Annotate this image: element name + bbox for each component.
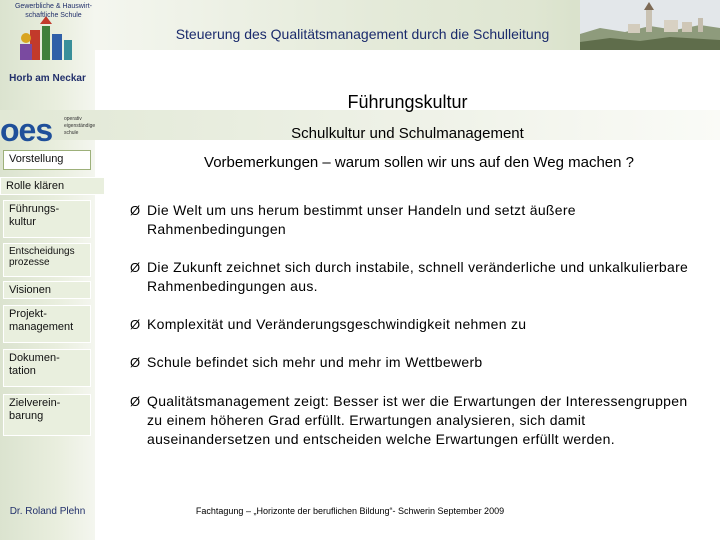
bullet-item [130, 258, 700, 298]
bullet-text: Qualitätsmanagement zeigt: Besser ist wer die Erwartungen der Interessengruppen zu einem höheren Grad erfüllt. Erwartungen analysieren, sich damit auseinandersetzen und entscheiden welche Erwartungen erfüllt werden. [147, 393, 688, 447]
city-name: Horb am Neckar [9, 73, 86, 84]
nav-item-entscheidungsprozesse[interactable] [3, 243, 91, 277]
oes-sub-2: eigenständige [64, 123, 96, 129]
nav-item-label: Rolle klären [6, 180, 65, 192]
bullet-arrow-icon: Ø [130, 260, 141, 275]
nav-item-label: Vorstellung [9, 153, 64, 165]
bullet-text: Die Welt um uns herum bestimmt unser Handeln und setzt äußere Rahmenbedingungen [147, 202, 576, 237]
bullet-item [130, 353, 700, 373]
bullet-arrow-icon: Ø [130, 394, 141, 409]
oes-sub-1: operativ [64, 116, 82, 122]
footer-event: Fachtagung – „Horizonte der beruflichen Bildung“- Schwerin September 2009 [195, 506, 505, 516]
bullet-arrow-icon: Ø [130, 355, 141, 370]
bullet-arrow-icon: Ø [130, 317, 141, 332]
footer-author: Dr. Roland Plehn [9, 506, 86, 517]
nav-item-label: Projekt-management [9, 308, 74, 333]
sub-heading: Schulkultur und Schulmanagement [291, 125, 524, 142]
nav-item-fuehrungskultur[interactable] [3, 200, 91, 238]
nav-item-label: Führungs-kultur [9, 203, 60, 228]
school-name-line1: Gewerbliche & Hauswirt- [14, 3, 93, 10]
school-name-line2: schaftliche Schule [25, 12, 82, 19]
nav-item-label: Entscheidungs prozesse [9, 246, 75, 268]
bullet-item [130, 315, 700, 335]
nav-item-rolle-klaeren[interactable] [0, 177, 105, 195]
section-heading: Vorbemerkungen – warum sollen wir uns auf den Weg machen ? [204, 154, 634, 171]
oes-logo: oes [0, 112, 53, 148]
bullet-item [130, 201, 700, 241]
nav-item-zielvereinbarung[interactable] [3, 394, 91, 436]
oes-sub-3: schule [64, 130, 79, 136]
page-title: Steuerung des Qualitätsmanagement durch die Schulleitung [175, 26, 550, 42]
bullet-item [130, 392, 700, 472]
town-photo-image [580, 0, 720, 50]
bullet-text: Schule befindet sich mehr und mehr im Wettbewerb [147, 354, 483, 370]
nav-item-projektmanagement[interactable] [3, 305, 91, 343]
nav-item-vorstellung[interactable] [3, 150, 91, 170]
nav-item-label: Zielverein-barung [9, 397, 61, 422]
nav-item-visionen[interactable] [3, 281, 91, 299]
town-photo [580, 0, 720, 50]
nav-item-label: Visionen [9, 284, 51, 296]
bullet-text: Die Zukunft zeichnet sich durch instabile, schnell veränderliche und unkalkulierbare Rahmenbedingungen aus. [147, 259, 689, 294]
main-heading: Führungskultur [347, 92, 468, 112]
nav-item-dokumentation[interactable] [3, 349, 91, 387]
nav-item-label: Dokumen-tation [9, 352, 60, 377]
bullet-text: Komplexität und Veränderungsgeschwindigkeit nehmen zu [147, 316, 527, 332]
bullet-arrow-icon: Ø [130, 203, 141, 218]
